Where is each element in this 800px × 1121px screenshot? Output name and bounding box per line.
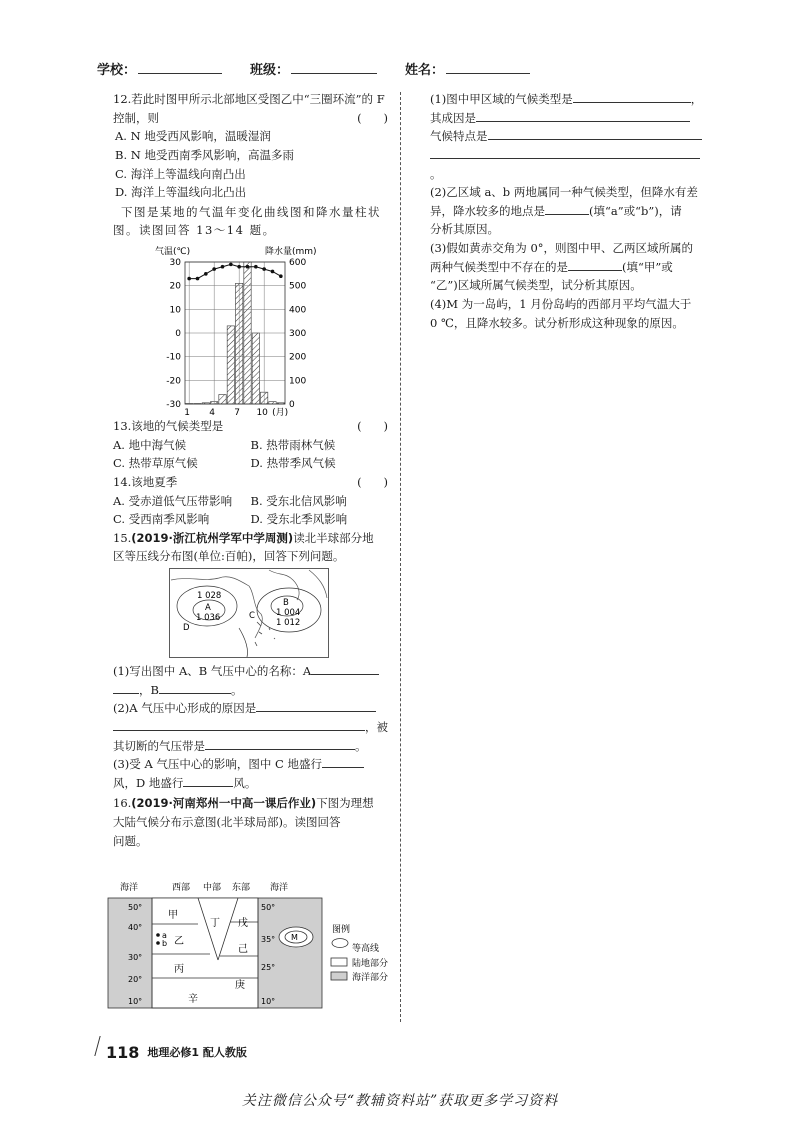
point-a-label: a — [162, 931, 167, 940]
region-ding: 丁 — [210, 918, 220, 929]
label-east: 东部 — [232, 883, 251, 893]
lat-35-right: 35° — [261, 935, 276, 944]
lat-10-right: 10° — [261, 997, 276, 1006]
q12-stem1: 12.若此时图甲所示北部地区受图乙中“三圈环流”的 F — [113, 92, 385, 106]
q12-option-b: B. N 地受西南季风影响，高温多雨 — [115, 147, 294, 162]
region-wu: 戊 — [238, 918, 248, 929]
footer — [106, 1040, 247, 1066]
x-tick-label: 1 — [184, 408, 191, 417]
label-1004: 1 004 — [276, 608, 301, 618]
q15-1-blank-b[interactable] — [159, 682, 231, 694]
legend-contour-label: 等高线 — [352, 944, 380, 954]
temp-tick-label: 0 — [175, 329, 181, 339]
q13-stem: 13.该地的气候类型是 — [113, 419, 224, 433]
temp-point — [246, 265, 250, 269]
lat-10-left: 10° — [128, 997, 143, 1006]
q15-2-blank-belt[interactable] — [205, 738, 355, 750]
label-b: B — [283, 598, 289, 608]
island-m-label: M — [291, 933, 298, 942]
region-yi: 乙 — [174, 936, 184, 947]
label-1036: 1 036 — [196, 613, 221, 623]
question-13 — [113, 417, 388, 473]
region-bing: 丙 — [174, 964, 184, 975]
x-tick-label: 7 — [234, 408, 241, 417]
temp-point — [204, 272, 208, 276]
q13-option-d: D. 热带季风气候 — [250, 456, 336, 471]
r3-blank-region[interactable] — [568, 259, 622, 271]
question-15: 15.(2019·浙江杭州学军中学周测)读北半球部分地 区等压线分布图(单位:百帕)，回答下列问题。 1 028 A 1 036 B 1 004 1 012 C D (1)写出图中 A、B 气压中心的名称：A ，B 。 (2)A 气压中心形成的原因是 ，被 其切断的气压带是 。 (3)受 A 气压中心的影响，图中 C 地盛行 风，D 地盛行 风。 — [113, 530, 388, 790]
r1-blank-features-cont[interactable] — [430, 147, 700, 159]
q14-option-d: D. 受东北季风影响 — [250, 512, 348, 527]
x-tick-label: 10 — [256, 408, 268, 417]
legend-contour-symbol — [332, 939, 348, 948]
temp-tick-label: -20 — [166, 376, 181, 387]
legend-title: 图例 — [332, 925, 351, 935]
q15-1-blank-a-cont[interactable] — [113, 682, 139, 694]
question-16: 16.(2019·河南郑州一中高一课后作业)下图为理想 大陆气候分布示意图(北半球局部)。读图回答 问题。 — [113, 794, 388, 850]
precip-tick-label: 100 — [289, 376, 307, 387]
precip-tick-label: 0 — [289, 400, 295, 410]
footer-slash — [94, 1036, 105, 1056]
temp-point — [212, 267, 216, 271]
label-west: 西部 — [172, 883, 191, 893]
name-blank[interactable] — [446, 60, 530, 74]
q15-2-blank-reason[interactable] — [256, 700, 376, 712]
isobar-map — [169, 568, 329, 658]
q14-option-a: A. 受赤道低气压带影响 — [113, 493, 233, 508]
name-field: 姓名： — [405, 60, 530, 81]
q14-option-b: B. 受东北信风影响 — [250, 493, 347, 508]
intro-13-14: 下图是某地的气温年变化曲线图和降水量柱状图。读图回答 13～14 题。 — [113, 204, 381, 238]
q12-answer-paren[interactable]: ( ) — [357, 110, 388, 125]
temp-point — [237, 265, 241, 269]
precip-axis-title: 降水量(mm) — [265, 247, 317, 257]
precip-bar — [252, 333, 259, 404]
q14-option-c: C. 受西南季风影响 — [113, 512, 210, 527]
legend-land-symbol — [331, 958, 347, 966]
label-1012: 1 012 — [276, 618, 301, 628]
lat-50-left: 50° — [128, 903, 143, 912]
lat-25-right: 25° — [261, 963, 276, 972]
point-b-label: b — [162, 939, 168, 948]
label-middle: 中部 — [203, 883, 222, 893]
question-14 — [113, 473, 388, 529]
lat-20-left: 20° — [128, 975, 143, 984]
precip-bar — [219, 395, 226, 404]
q16-source: (2019·河南郑州一中高一课后作业) — [131, 796, 317, 811]
bottom-note: 关注微信公众号“教辅资料站”获取更多学习资料 — [241, 1093, 559, 1109]
region-ji: 己 — [238, 944, 248, 955]
school-blank[interactable] — [138, 60, 222, 74]
climate-chart — [145, 242, 345, 417]
precip-tick-label: 400 — [289, 305, 307, 316]
lat-30-left: 30° — [128, 953, 143, 962]
r1-blank-cause[interactable] — [476, 110, 690, 122]
legend-land-label: 陆地部分 — [352, 959, 389, 969]
legend-ocean-label: 海洋部分 — [352, 973, 389, 983]
precip-tick-label: 600 — [289, 258, 307, 268]
temp-point — [279, 274, 283, 278]
q14-answer-paren[interactable]: ( ) — [357, 474, 388, 489]
left-column — [113, 90, 388, 850]
q12-option-a: A. N 地受西风影响，温暖湿润 — [115, 129, 271, 144]
r1-blank-features[interactable] — [488, 128, 702, 140]
temp-point — [271, 270, 275, 274]
q14-stem: 14.该地夏季 — [113, 474, 178, 489]
region-geng: 庚 — [235, 980, 245, 991]
class-field: 班级： — [250, 60, 377, 81]
right-q4: (4)M 为一岛屿，1 月份岛屿的西部月平均气温大于 0 ℃，且降水较多。试分析形成这种现象的原因。 — [430, 296, 692, 330]
q13-option-b: B. 热带雨林气候 — [250, 437, 336, 452]
x-axis-unit: (月) — [272, 408, 289, 417]
temp-axis-title: 气温(℃) — [155, 247, 191, 257]
right-column — [430, 90, 708, 332]
r1-blank-type[interactable] — [573, 91, 691, 103]
temp-tick-label: 10 — [169, 305, 181, 316]
lat-40-left: 40° — [128, 923, 143, 932]
temp-tick-label: -30 — [166, 400, 181, 410]
temp-point — [262, 267, 266, 271]
temp-point — [229, 263, 233, 267]
lat-50-right: 50° — [261, 903, 276, 912]
q13-option-c: C. 热带草原气候 — [113, 456, 198, 471]
point-a — [156, 933, 160, 937]
climate-zone-diagram — [100, 880, 405, 1010]
right-q2: (2)乙区域 a、b 两地属同一种气候类型，但降水有差 异，降水较多的地点是 (填“a”或“b”)，请 分析其原因。 — [430, 185, 698, 237]
r2-blank-point[interactable] — [545, 203, 589, 215]
right-q3: (3)假如黄赤交角为 0°，则图中甲、乙两区域所属的 两种气候类型中不存在的是 (填“甲”或 “乙”)区域所属气候类型，试分析其原因。 — [430, 241, 694, 293]
region-xin: 辛 — [188, 994, 198, 1005]
q15-2-blank-reason-cont[interactable] — [113, 719, 365, 731]
label-d: D — [183, 623, 190, 633]
label-ocean-west: 海洋 — [120, 883, 139, 893]
q15-1-blank-a[interactable] — [311, 663, 379, 675]
q12-option-c: C. 海洋上等温线向南凸出 — [115, 166, 246, 181]
temp-tick-label: 20 — [169, 281, 181, 292]
question-12 — [113, 90, 388, 202]
q12-option-d: D. 海洋上等温线向北凸出 — [115, 185, 247, 200]
temp-point — [187, 277, 191, 281]
class-blank[interactable] — [291, 60, 377, 74]
temp-tick-label: 30 — [169, 258, 181, 268]
temp-point — [254, 265, 258, 269]
q15-3-blank-c[interactable] — [322, 756, 364, 768]
region-jia: 甲 — [168, 910, 178, 921]
precip-tick-label: 500 — [289, 281, 307, 292]
q16-stem2: 大陆气候分布示意图(北半球局部)。读图回答 — [113, 815, 341, 829]
label-a: A — [205, 603, 211, 613]
temp-point — [196, 277, 200, 281]
q15-stem2: 区等压线分布图(单位:百帕)，回答下列问题。 — [113, 549, 345, 564]
legend-ocean-symbol — [331, 972, 347, 980]
right-q1: (1)图中甲区域的气候类型是 ， 其成因是 气候特点是 。 — [430, 92, 703, 181]
q13-answer-paren[interactable]: ( ) — [357, 419, 388, 433]
precip-tick-label: 300 — [289, 329, 307, 339]
label-1028: 1 028 — [197, 591, 222, 601]
q15-source: (2019·浙江杭州学军中学周测) — [131, 530, 294, 545]
x-tick-label: 4 — [209, 408, 216, 417]
precip-bar — [227, 326, 234, 404]
point-b — [156, 941, 160, 945]
temp-line — [189, 264, 281, 278]
q15-3-blank-d[interactable] — [183, 775, 233, 787]
label-ocean-east: 海洋 — [270, 883, 289, 893]
temp-point — [221, 265, 225, 269]
q13-option-a: A. 地中海气候 — [113, 437, 187, 452]
label-c: C — [249, 611, 255, 621]
school-field: 学校： — [97, 60, 222, 81]
precip-tick-label: 200 — [289, 352, 307, 363]
header — [97, 60, 717, 81]
q12-stem2: 控制，则 — [113, 110, 159, 125]
q16-stem3: 问题。 — [113, 833, 148, 848]
page-number: 118 — [106, 1043, 140, 1062]
temp-tick-label: -10 — [166, 352, 181, 363]
book-title: 地理必修1 配人教版 — [147, 1046, 247, 1060]
